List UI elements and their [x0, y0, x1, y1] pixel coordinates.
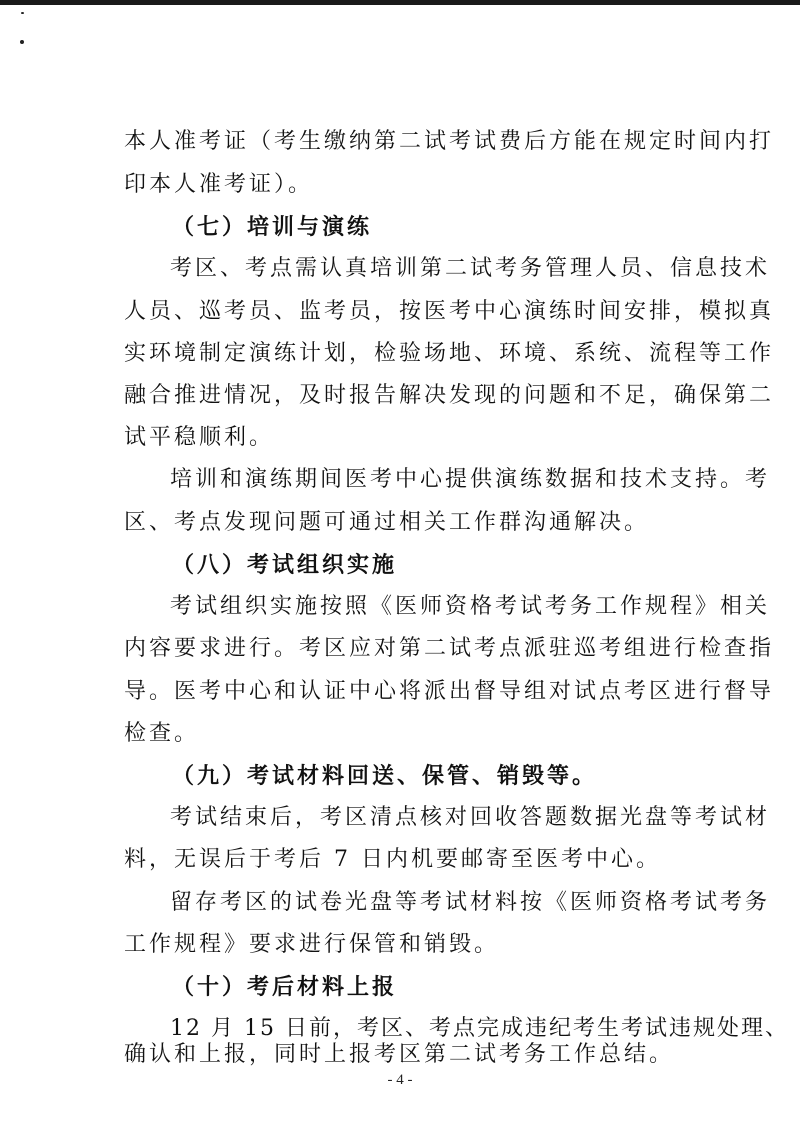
paragraph-line: 培训和演练期间医考中心提供演练数据和技术支持。考: [170, 467, 771, 492]
paragraph-line: 工作规程》要求进行保管和销毁。: [124, 932, 500, 957]
section-heading: （十）考后材料上报: [172, 974, 398, 1000]
paragraph-line: 融合推进情况，及时报告解决发现的问题和不足，确保第二: [124, 383, 775, 408]
paragraph-line: 考区、考点需认真培训第二试考务管理人员、信息技术: [170, 256, 771, 281]
paragraph-line: 实环境制定演练计划，检验场地、环境、系统、流程等工作: [124, 341, 775, 366]
paragraph-line: 料，无误后于考后 7 日内机要邮寄至医考中心。: [124, 847, 661, 872]
paragraph-line: 区、考点发现问题可通过相关工作群沟通解决。: [124, 510, 650, 535]
page-number: - 4 -: [387, 1072, 413, 1088]
paragraph-line: 导。医考中心和认证中心将派出督导组对试点考区进行督导: [124, 679, 775, 704]
paragraph-line: 试平稳顺利。: [124, 425, 275, 450]
paragraph-line: 考试组织实施按照《医师资格考试考务工作规程》相关: [170, 594, 771, 619]
paragraph-line: 检查。: [124, 721, 200, 746]
section-heading: （七）培训与演练: [172, 214, 373, 240]
paragraph-line: 本人准考证（考生缴纳第二试考试费后方能在规定时间内打: [124, 129, 775, 154]
paragraph-line: 内容要求进行。考区应对第二试考点派驻巡考组进行检查指: [124, 636, 775, 661]
section-heading: （八）考试组织实施: [172, 552, 398, 578]
paragraph-line: 印本人准考证）。: [124, 172, 314, 197]
paragraph-line: 考试结束后，考区清点核对回收答题数据光盘等考试材: [170, 805, 771, 830]
paragraph-line: 12 月 15 日前，考区、考点完成违纪考生考试违规处理、: [170, 1016, 789, 1041]
paragraph-line: 人员、巡考员、监考员，按医考中心演练时间安排，模拟真: [124, 299, 775, 324]
paragraph-line: 留存考区的试卷光盘等考试材料按《医师资格考试考务: [170, 890, 771, 915]
paragraph-line: 确认和上报，同时上报考区第二试考务工作总结。: [124, 1042, 675, 1067]
section-heading: （九）考试材料回送、保管、销毁等。: [172, 763, 598, 789]
